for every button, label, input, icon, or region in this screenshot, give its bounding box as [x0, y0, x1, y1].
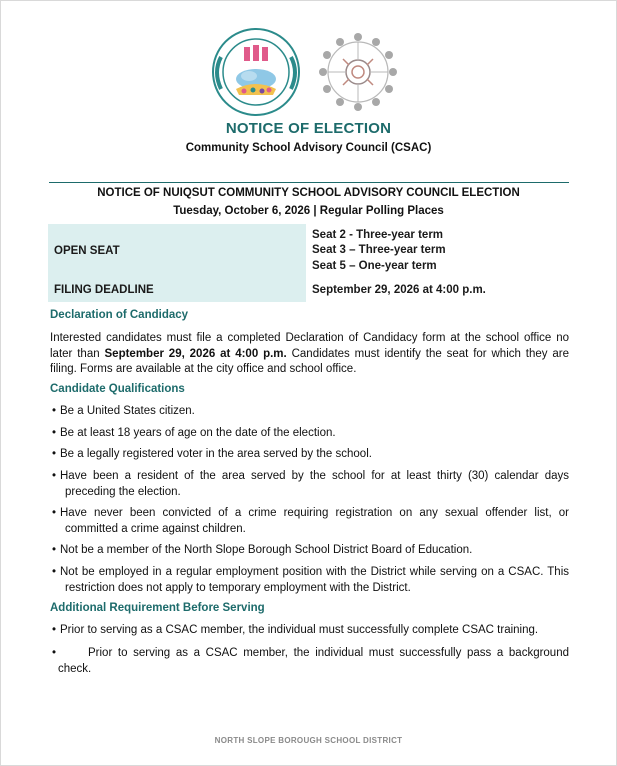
community-emblem-logo — [313, 29, 403, 115]
filing-deadline-label: FILING DEADLINE — [48, 278, 306, 302]
election-info-table — [48, 224, 570, 302]
list-item-text: Have never been convicted of a crime requiring registration on any sexual offender list, or committed a crime against children. — [60, 507, 569, 535]
district-seal-logo — [211, 27, 301, 117]
election-heading: NOTICE OF NUIQSUT COMMUNITY SCHOOL ADVISORY COUNCIL ELECTION — [97, 187, 520, 199]
list-item: • Be a United States citizen. — [52, 405, 195, 417]
list-item-text: Prior to serving as a CSAC member, the individual must successfully complete CSAC training. — [60, 624, 539, 636]
declaration-heading: Declaration of Candidacy — [50, 309, 189, 321]
footer-text: NORTH SLOPE BOROUGH SCHOOL DISTRICT — [214, 736, 403, 745]
divider — [49, 182, 569, 183]
list-item-text: Be at least 18 years of age on the date of the election. — [60, 427, 336, 439]
list-item: • Prior to serving as a CSAC member, the individual must successfully complete CSAC training. — [52, 624, 539, 636]
list-item-text: Prior to serving as a CSAC member, the individual must successfully pass a background check. — [58, 647, 569, 675]
list-item: • Not be employed in a regular employment position with the District while serving on a CSAC. This restriction does not apply to temporary employment with the District. — [52, 566, 569, 594]
logos — [1, 27, 616, 117]
election-date-line: Tuesday, October 6, 2026 | Regular Polling Places — [173, 205, 444, 217]
qualifications-heading: Candidate Qualifications — [50, 383, 185, 395]
list-item: • Have never been convicted of a crime requiring registration on any sexual offender list, or committed a crime against children. — [52, 507, 569, 535]
list-item-text: Be a legally registered voter in the area served by the school. — [60, 448, 372, 460]
list-item-text: Be a United States citizen. — [60, 405, 195, 417]
open-seat-label: OPEN SEAT — [48, 224, 306, 278]
seat-item: Seat 5 – One-year term — [312, 259, 437, 272]
list-item: • Have been a resident of the area served by the school for at least thirty (30) calendar days preceding the election. — [52, 470, 569, 498]
list-item-text: Not be employed in a regular employment position with the District while serving on a CSAC. This restriction does not apply to temporary employment with the District. — [60, 566, 569, 594]
filing-deadline-value: September 29, 2026 at 4:00 p.m. — [312, 284, 486, 296]
open-seat-row — [48, 224, 570, 278]
additional-requirement-heading: Additional Requirement Before Serving — [50, 602, 265, 614]
list-item-text: Not be a member of the North Slope Borough School District Board of Education. — [60, 544, 473, 556]
declaration-deadline: September 29, 2026 at 4:00 p.m. — [104, 347, 287, 360]
declaration-text — [50, 331, 569, 378]
filing-deadline-row — [48, 278, 570, 302]
open-seat-values — [306, 224, 570, 278]
list-item: • Prior to serving as a CSAC member, the individual must successfully pass a background check. — [52, 647, 569, 675]
list-item: • Not be a member of the North Slope Borough School District Board of Education. — [52, 544, 473, 556]
seat-item: Seat 3 – Three-year term — [312, 244, 446, 257]
notice-subtitle: Community School Advisory Council (CSAC) — [185, 142, 432, 154]
list-item: • Be at least 18 years of age on the date of the election. — [52, 427, 336, 439]
list-item-text: Have been a resident of the area served by the school for at least thirty (30) calendar days preceding the election. — [60, 470, 569, 498]
declaration-text-part: Candidates must identify the seat for which they are filing. Forms are available at the city office and school office. — [50, 347, 569, 375]
declaration-text-part: Interested candidates must file a completed Declaration of Candidacy form at the school office no later than — [50, 332, 569, 360]
notice-title: NOTICE OF ELECTION — [225, 120, 392, 137]
list-item: • Be a legally registered voter in the area served by the school. — [52, 448, 372, 460]
seat-item: Seat 2 - Three-year term — [312, 228, 444, 241]
